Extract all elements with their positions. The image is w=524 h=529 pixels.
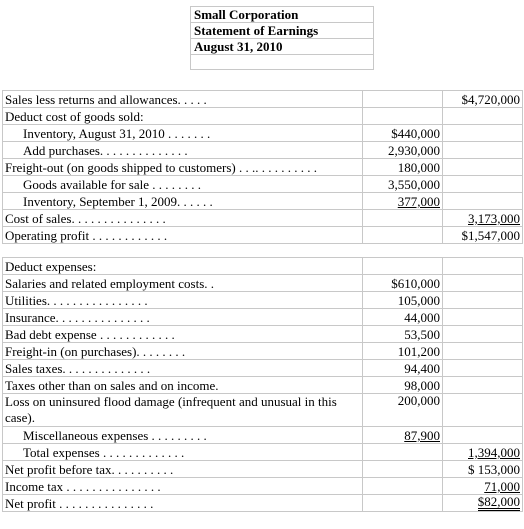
total-value: $1,547,000 [461, 228, 520, 243]
revenue-table [2, 90, 523, 244]
amount-value: 94,400 [404, 361, 440, 376]
expense-rows [3, 258, 523, 512]
row-label: Goods available for sale . . . . . . . . [3, 176, 363, 193]
row-label: Sales less returns and allowances. . . . . [3, 91, 363, 108]
row-label: Total expenses . . . . . . . . . . . . . [3, 444, 363, 461]
row-total [443, 210, 523, 227]
amount-value: $610,000 [391, 276, 440, 291]
row-total [443, 193, 523, 210]
row-amount [363, 478, 443, 495]
row-label: Inventory, September 1, 2009. . . . . . [3, 193, 363, 210]
row-label: Taxes other than on sales and on income. [3, 377, 363, 394]
statement-date: August 31, 2010 [191, 39, 374, 55]
expenses-table [2, 257, 523, 512]
amount-value: 53,500 [404, 327, 440, 342]
row-total [443, 227, 523, 244]
statement-row [3, 478, 523, 495]
row-total [443, 159, 523, 176]
statement-row [3, 377, 523, 394]
amount-value: 87,900 [404, 428, 440, 443]
row-label: Deduct cost of goods sold: [3, 108, 363, 125]
row-total [443, 275, 523, 292]
statement-row [3, 343, 523, 360]
row-total [443, 377, 523, 394]
amount-value: 44,000 [404, 310, 440, 325]
row-amount [363, 142, 443, 159]
row-label: Income tax . . . . . . . . . . . . . . . [3, 478, 363, 495]
row-label: Inventory, August 31, 2010 . . . . . . . [3, 125, 363, 142]
statement-row [3, 394, 523, 427]
total-value: $82,000 [477, 494, 520, 509]
statement-row [3, 258, 523, 275]
row-total [443, 478, 523, 495]
row-label: Salaries and related employment costs. . [3, 275, 363, 292]
row-amount [363, 108, 443, 125]
total-value: $ 153,000 [468, 462, 520, 477]
row-total [443, 444, 523, 461]
total-value: 3,173,000 [468, 211, 520, 226]
statement-row [3, 309, 523, 326]
row-label: Utilities. . . . . . . . . . . . . . . . [3, 292, 363, 309]
amount-value: $440,000 [391, 126, 440, 141]
row-amount [363, 125, 443, 142]
row-label: Loss on uninsured flood damage (infrequent and unusual in this case). [3, 394, 363, 427]
row-total [443, 461, 523, 478]
row-label: Sales taxes. . . . . . . . . . . . . . [3, 360, 363, 377]
row-total [443, 360, 523, 377]
row-total [443, 394, 523, 427]
row-amount [363, 377, 443, 394]
row-total [443, 125, 523, 142]
row-total [443, 292, 523, 309]
row-amount [363, 309, 443, 326]
row-amount [363, 326, 443, 343]
statement-title: Statement of Earnings [191, 23, 374, 39]
row-label: Freight-in (on purchases). . . . . . . . [3, 343, 363, 360]
row-amount [363, 394, 443, 427]
statement-row [3, 176, 523, 193]
row-total [443, 108, 523, 125]
statement-row [3, 360, 523, 377]
row-amount [363, 444, 443, 461]
row-label: Net profit before tax. . . . . . . . . . [3, 461, 363, 478]
amount-value: 101,200 [397, 344, 440, 359]
amount-value: 105,000 [397, 293, 440, 308]
row-amount [363, 461, 443, 478]
blank-cell [191, 55, 374, 70]
amount-value: 98,000 [404, 378, 440, 393]
row-amount [363, 210, 443, 227]
statement-row [3, 108, 523, 125]
row-amount [363, 427, 443, 444]
statement-row [3, 427, 523, 444]
statement-row [3, 91, 523, 108]
row-amount [363, 91, 443, 108]
statement-row [3, 142, 523, 159]
row-total [443, 326, 523, 343]
row-amount [363, 275, 443, 292]
amount-value: 3,550,000 [388, 177, 440, 192]
company-name: Small Corporation [191, 7, 374, 23]
total-value: 1,394,000 [468, 445, 520, 460]
row-label: Miscellaneous expenses . . . . . . . . . [3, 427, 363, 444]
statement-row [3, 210, 523, 227]
statement-row [3, 159, 523, 176]
row-amount [363, 495, 443, 512]
row-total [443, 427, 523, 444]
statement-row [3, 292, 523, 309]
amount-value: 377,000 [397, 194, 440, 209]
statement-row [3, 444, 523, 461]
row-label: Net profit . . . . . . . . . . . . . . . [3, 495, 363, 512]
amount-value: 2,930,000 [388, 143, 440, 158]
statement-header [190, 6, 374, 70]
statement-row [3, 193, 523, 210]
row-amount [363, 193, 443, 210]
row-amount [363, 176, 443, 193]
row-total [443, 176, 523, 193]
total-value: 71,000 [484, 479, 520, 494]
amount-value: 180,000 [397, 160, 440, 175]
row-total [443, 343, 523, 360]
row-amount [363, 292, 443, 309]
row-label: Freight-out (on goods shipped to customers) . . .. . . . . . . . . . [3, 159, 363, 176]
row-label: Operating profit . . . . . . . . . . . . [3, 227, 363, 244]
row-label: Cost of sales. . . . . . . . . . . . . . . [3, 210, 363, 227]
statement-row [3, 125, 523, 142]
statement-row [3, 326, 523, 343]
statement-row [3, 227, 523, 244]
row-amount [363, 159, 443, 176]
row-label: Bad debt expense . . . . . . . . . . . . [3, 326, 363, 343]
row-total [443, 258, 523, 275]
row-total [443, 309, 523, 326]
row-total [443, 91, 523, 108]
row-label: Deduct expenses: [3, 258, 363, 275]
row-amount [363, 258, 443, 275]
total-value: $4,720,000 [461, 92, 520, 107]
row-label: Add purchases. . . . . . . . . . . . . . [3, 142, 363, 159]
revenue-rows [3, 91, 523, 244]
statement-row [3, 495, 523, 512]
row-amount [363, 227, 443, 244]
amount-value: 200,000 [397, 393, 440, 408]
row-amount [363, 343, 443, 360]
row-amount [363, 360, 443, 377]
statement-row [3, 461, 523, 478]
row-label: Insurance. . . . . . . . . . . . . . . [3, 309, 363, 326]
statement-row [3, 275, 523, 292]
row-total [443, 142, 523, 159]
row-total [443, 495, 523, 512]
